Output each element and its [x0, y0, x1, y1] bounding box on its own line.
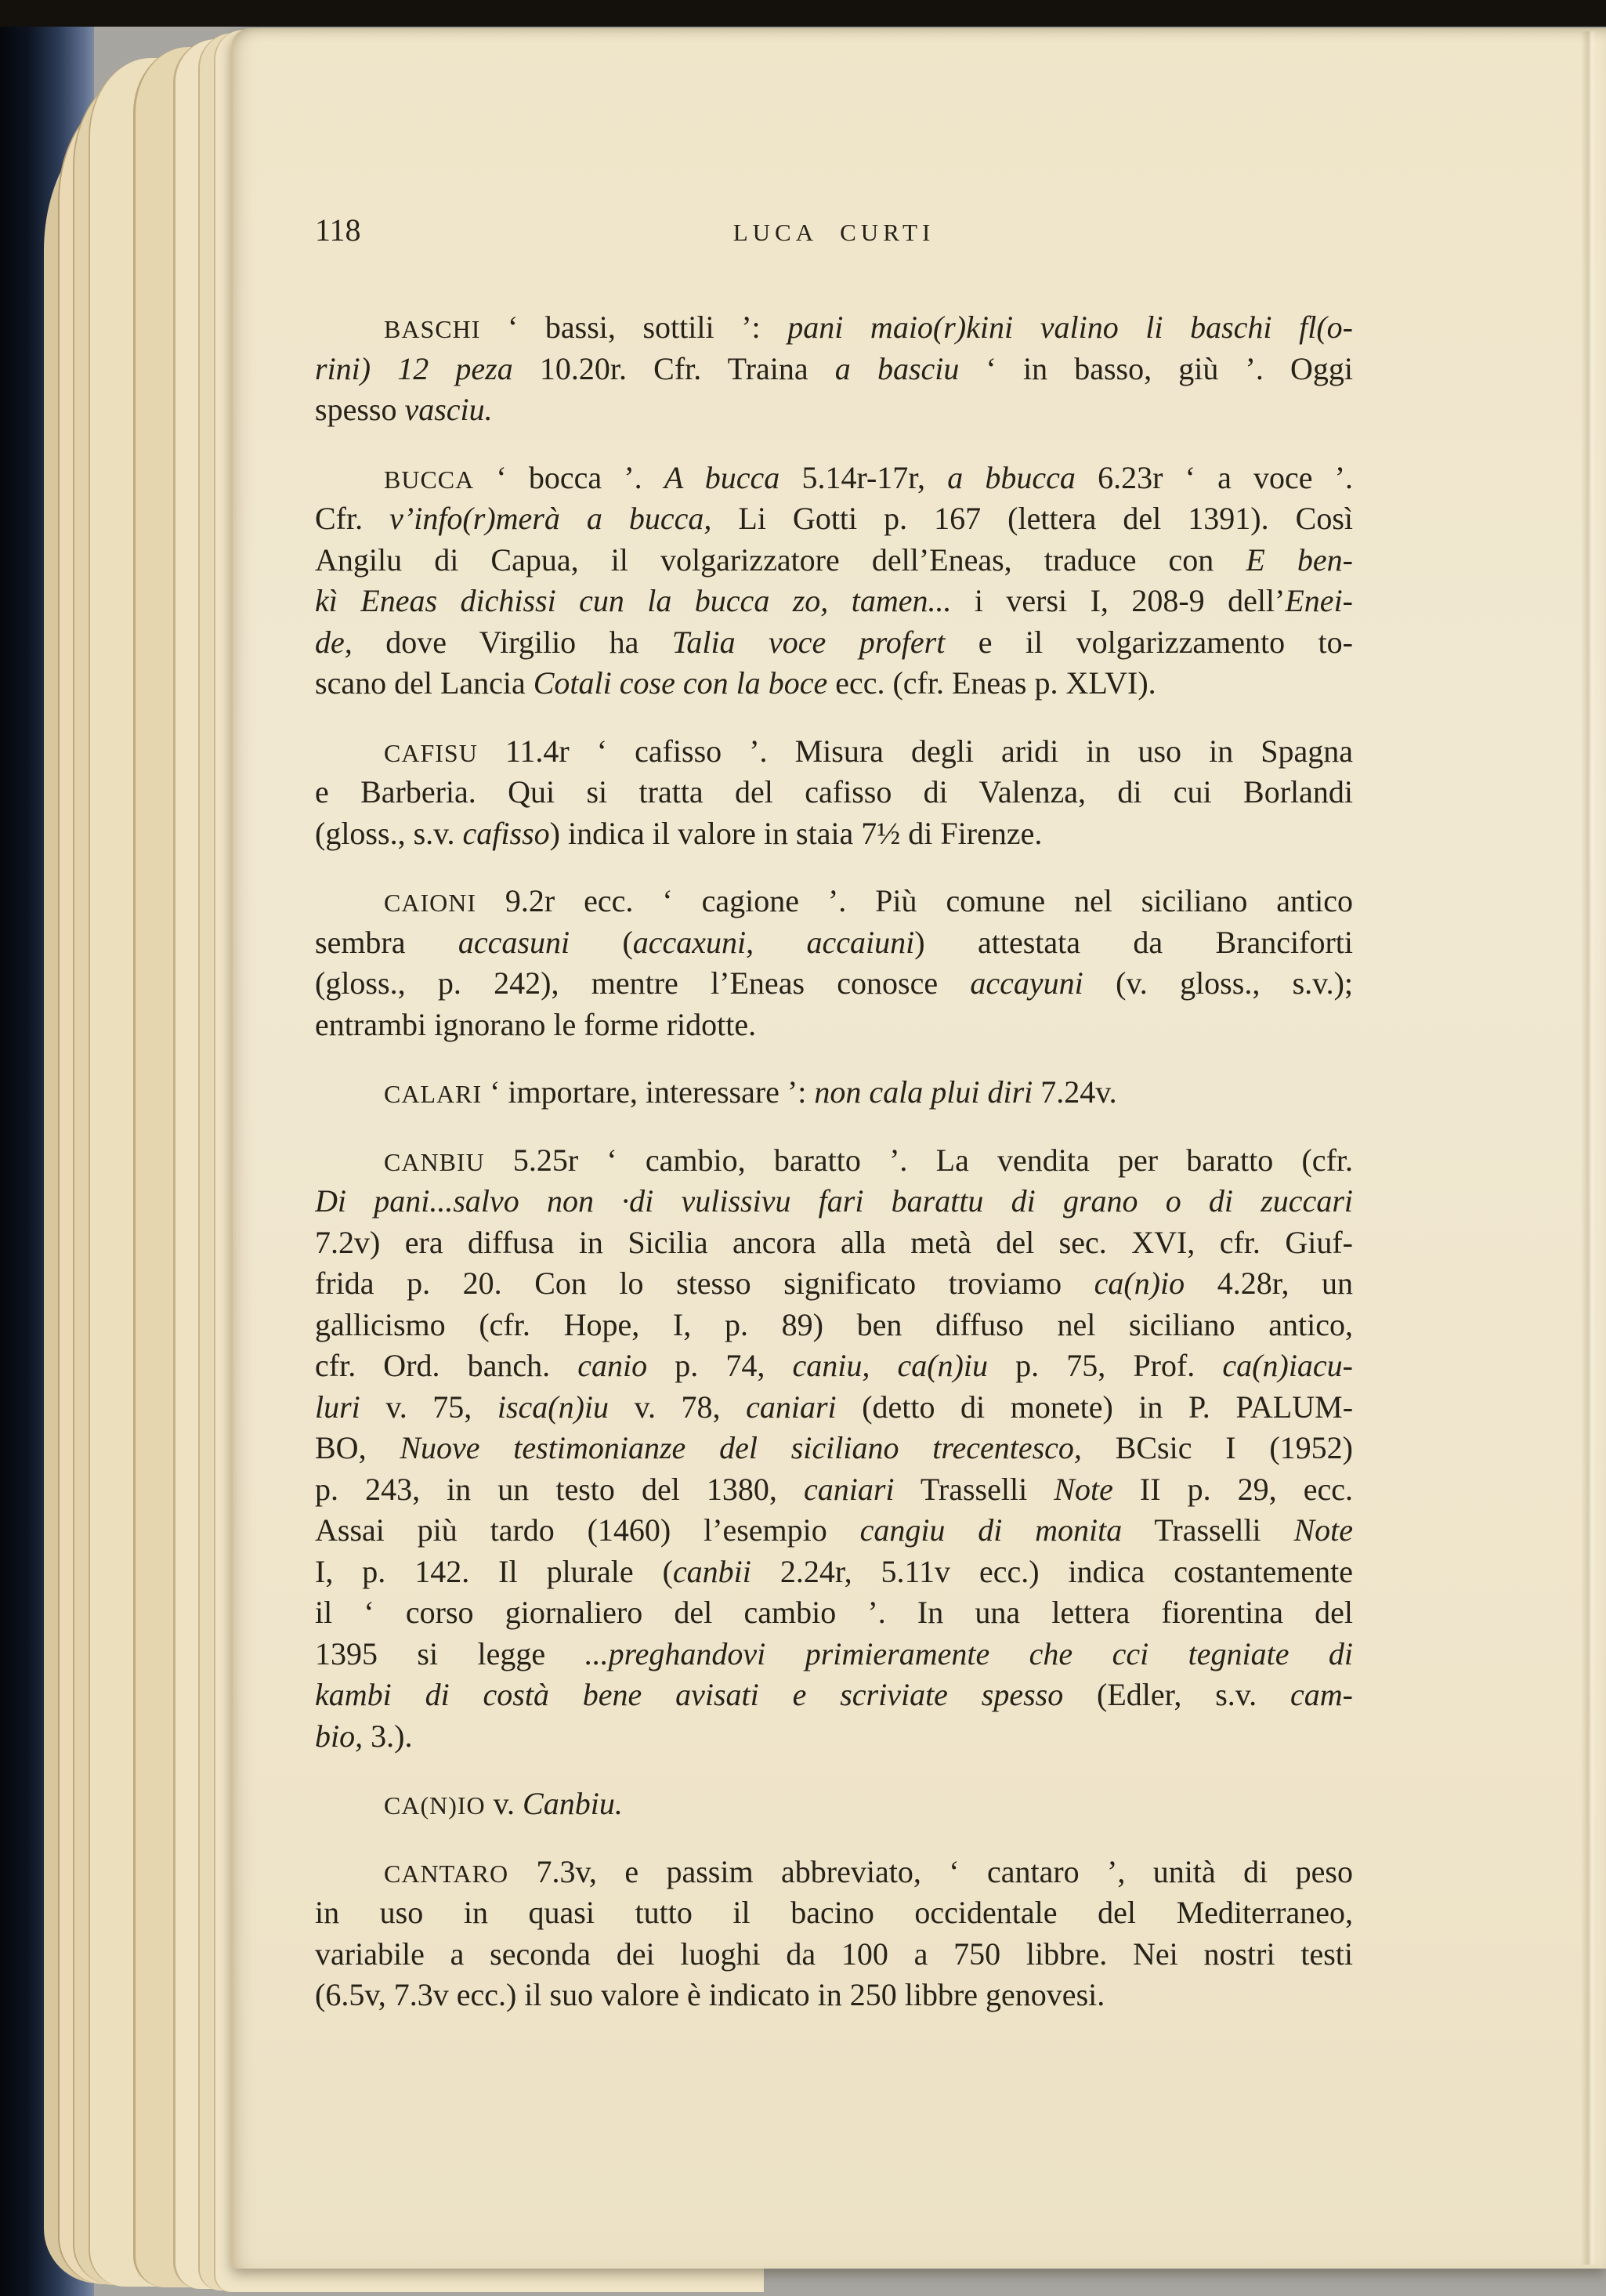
- text-line: gallicismo (cfr. Hope, I, p. 89) ben diffuso nel siciliano antico,: [315, 1306, 1353, 1342]
- page-crease: [1581, 31, 1597, 2265]
- running-head: LUCA CURTI: [732, 219, 935, 246]
- text-line: CALARI ‘ importare, interessare ’: non cala plui diri 7.24v.: [384, 1074, 1117, 1110]
- text-line: kambi di costà bene avisati e scriviate spesso (Edler, s.v. cam-: [315, 1677, 1353, 1712]
- text-line: BUCCA ‘ bocca ’. A bucca 5.14r-17r, a bbucca 6.23r ‘ a voce ’.: [384, 459, 1353, 495]
- page-header: [315, 212, 1353, 246]
- glossary-entry-calari: [315, 1072, 1353, 1114]
- text-line: cfr. Ord. banch. canio p. 74, caniu, ca(n)iu p. 75, Prof. ca(n)iacu-: [315, 1348, 1353, 1383]
- text-line: CANTARO 7.3v, e passim abbreviato, ‘ cantaro ’, unità di peso: [384, 1853, 1353, 1889]
- text-line: Assai più tardo (1460) l’esempio cangiu di monita Trasselli Note: [315, 1512, 1353, 1548]
- text-line: rini) 12 peza 10.20r. Cfr. Traina a basciu ‘ in basso, giù ’. Oggi: [315, 350, 1353, 386]
- entries: [315, 307, 1353, 2016]
- text-line: (gloss., p. 242), mentre l’Eneas conosce accayuni (v. gloss., s.v.);: [315, 965, 1353, 1001]
- text-line: CA(N)IO v. Canbiu.: [384, 1786, 623, 1821]
- text-line: p. 243, in un testo del 1380, caniari Trasselli Note II p. 29, ecc.: [315, 1471, 1353, 1507]
- glossary-entry-canio: [315, 1784, 1353, 1825]
- text-line: frida p. 20. Con lo stesso significato troviamo ca(n)io 4.28r, un: [315, 1266, 1353, 1301]
- text-line: I, p. 142. Il plurale (canbii 2.24r, 5.11v ecc.) indica costantemente: [315, 1553, 1353, 1589]
- text-line: Cfr. v’info(r)merà a bucca, Li Gotti p. 167 (lettera del 1391). Così: [315, 501, 1353, 536]
- text-line: (gloss., s.v. cafisso) indica il valore in staia 7½ di Firenze.: [315, 815, 1043, 851]
- glossary-entry-cafisu: [315, 731, 1353, 855]
- text-line: (6.5v, 7.3v ecc.) il suo valore è indicato in 250 libbre genovesi.: [315, 1977, 1105, 2012]
- glossary-entry-bucca: [315, 458, 1353, 704]
- text-line: bio, 3.).: [315, 1718, 413, 1754]
- text-line: CAFISU 11.4r ‘ cafisso ’. Misura degli aridi in uso in Spagna: [384, 733, 1353, 769]
- scan-edge-strip: [0, 0, 1606, 27]
- text-line: entrambi ignorano le forme ridotte.: [315, 1006, 757, 1042]
- text-line: 1395 si legge ...preghandovi primieramente che cci tegniate di: [315, 1635, 1353, 1671]
- text-line: kì Eneas dichissi cun la bucca zo, tamen... i versi I, 208-9 dell’Enei-: [315, 583, 1353, 618]
- text-line: luri v. 75, isca(n)iu v. 78, caniari (detto di monete) in P. PALUM-: [315, 1389, 1353, 1425]
- page-number: 118: [315, 212, 361, 248]
- text-line: spesso vasciu.: [315, 392, 493, 427]
- glossary-entry-baschi: [315, 307, 1353, 431]
- text-line: de, dove Virgilio ha Talia voce profert e il volgarizzamento to-: [315, 624, 1353, 660]
- glossary-entry-cantaro: [315, 1852, 1353, 2016]
- text-line: sembra accasuni (accaxuni, accaiuni) attestata da Branciforti: [315, 924, 1353, 960]
- glossary-entry-canbiu: [315, 1140, 1353, 1758]
- text-line: 7.2v) era diffusa in Sicilia ancora alla metà del sec. XVI, cfr. Giuf-: [315, 1224, 1353, 1260]
- text-line: CAIONI 9.2r ecc. ‘ cagione ’. Più comune nel siciliano antico: [384, 883, 1353, 918]
- text-line: BO, Nuove testimonianze del siciliano trecentesco, BCsic I (1952): [315, 1430, 1353, 1465]
- text-line: CANBIU 5.25r ‘ cambio, baratto ’. La vendita per baratto (cfr.: [384, 1142, 1353, 1178]
- text-line: scano del Lancia Cotali cose con la boce ecc. (cfr. Eneas p. XLVI).: [315, 665, 1156, 701]
- text-line: Di pani...salvo non ·di vulissivu fari barattu di grano o di zuccari: [315, 1183, 1353, 1219]
- text-block: [315, 212, 1353, 2016]
- text-line: BASCHI ‘ bassi, sottili ’: pani maio(r)kini valino li baschi fl(o-: [384, 310, 1353, 345]
- text-line: e Barberia. Qui si tratta del cafisso di Valenza, di cui Borlandi: [315, 774, 1353, 809]
- glossary-entry-caioni: [315, 881, 1353, 1045]
- text-line: variabile a seconda dei luoghi da 100 a 750 libbre. Nei nostri testi: [315, 1936, 1353, 1972]
- text-line: il ‘ corso giornaliero del cambio ’. In una lettera fiorentina del: [315, 1595, 1353, 1630]
- text-line: in uso in quasi tutto il bacino occidentale del Mediterraneo,: [315, 1895, 1353, 1930]
- book-page: [231, 28, 1606, 2269]
- text-line: Angilu di Capua, il volgarizzatore dell’Eneas, traduce con E ben-: [315, 541, 1353, 578]
